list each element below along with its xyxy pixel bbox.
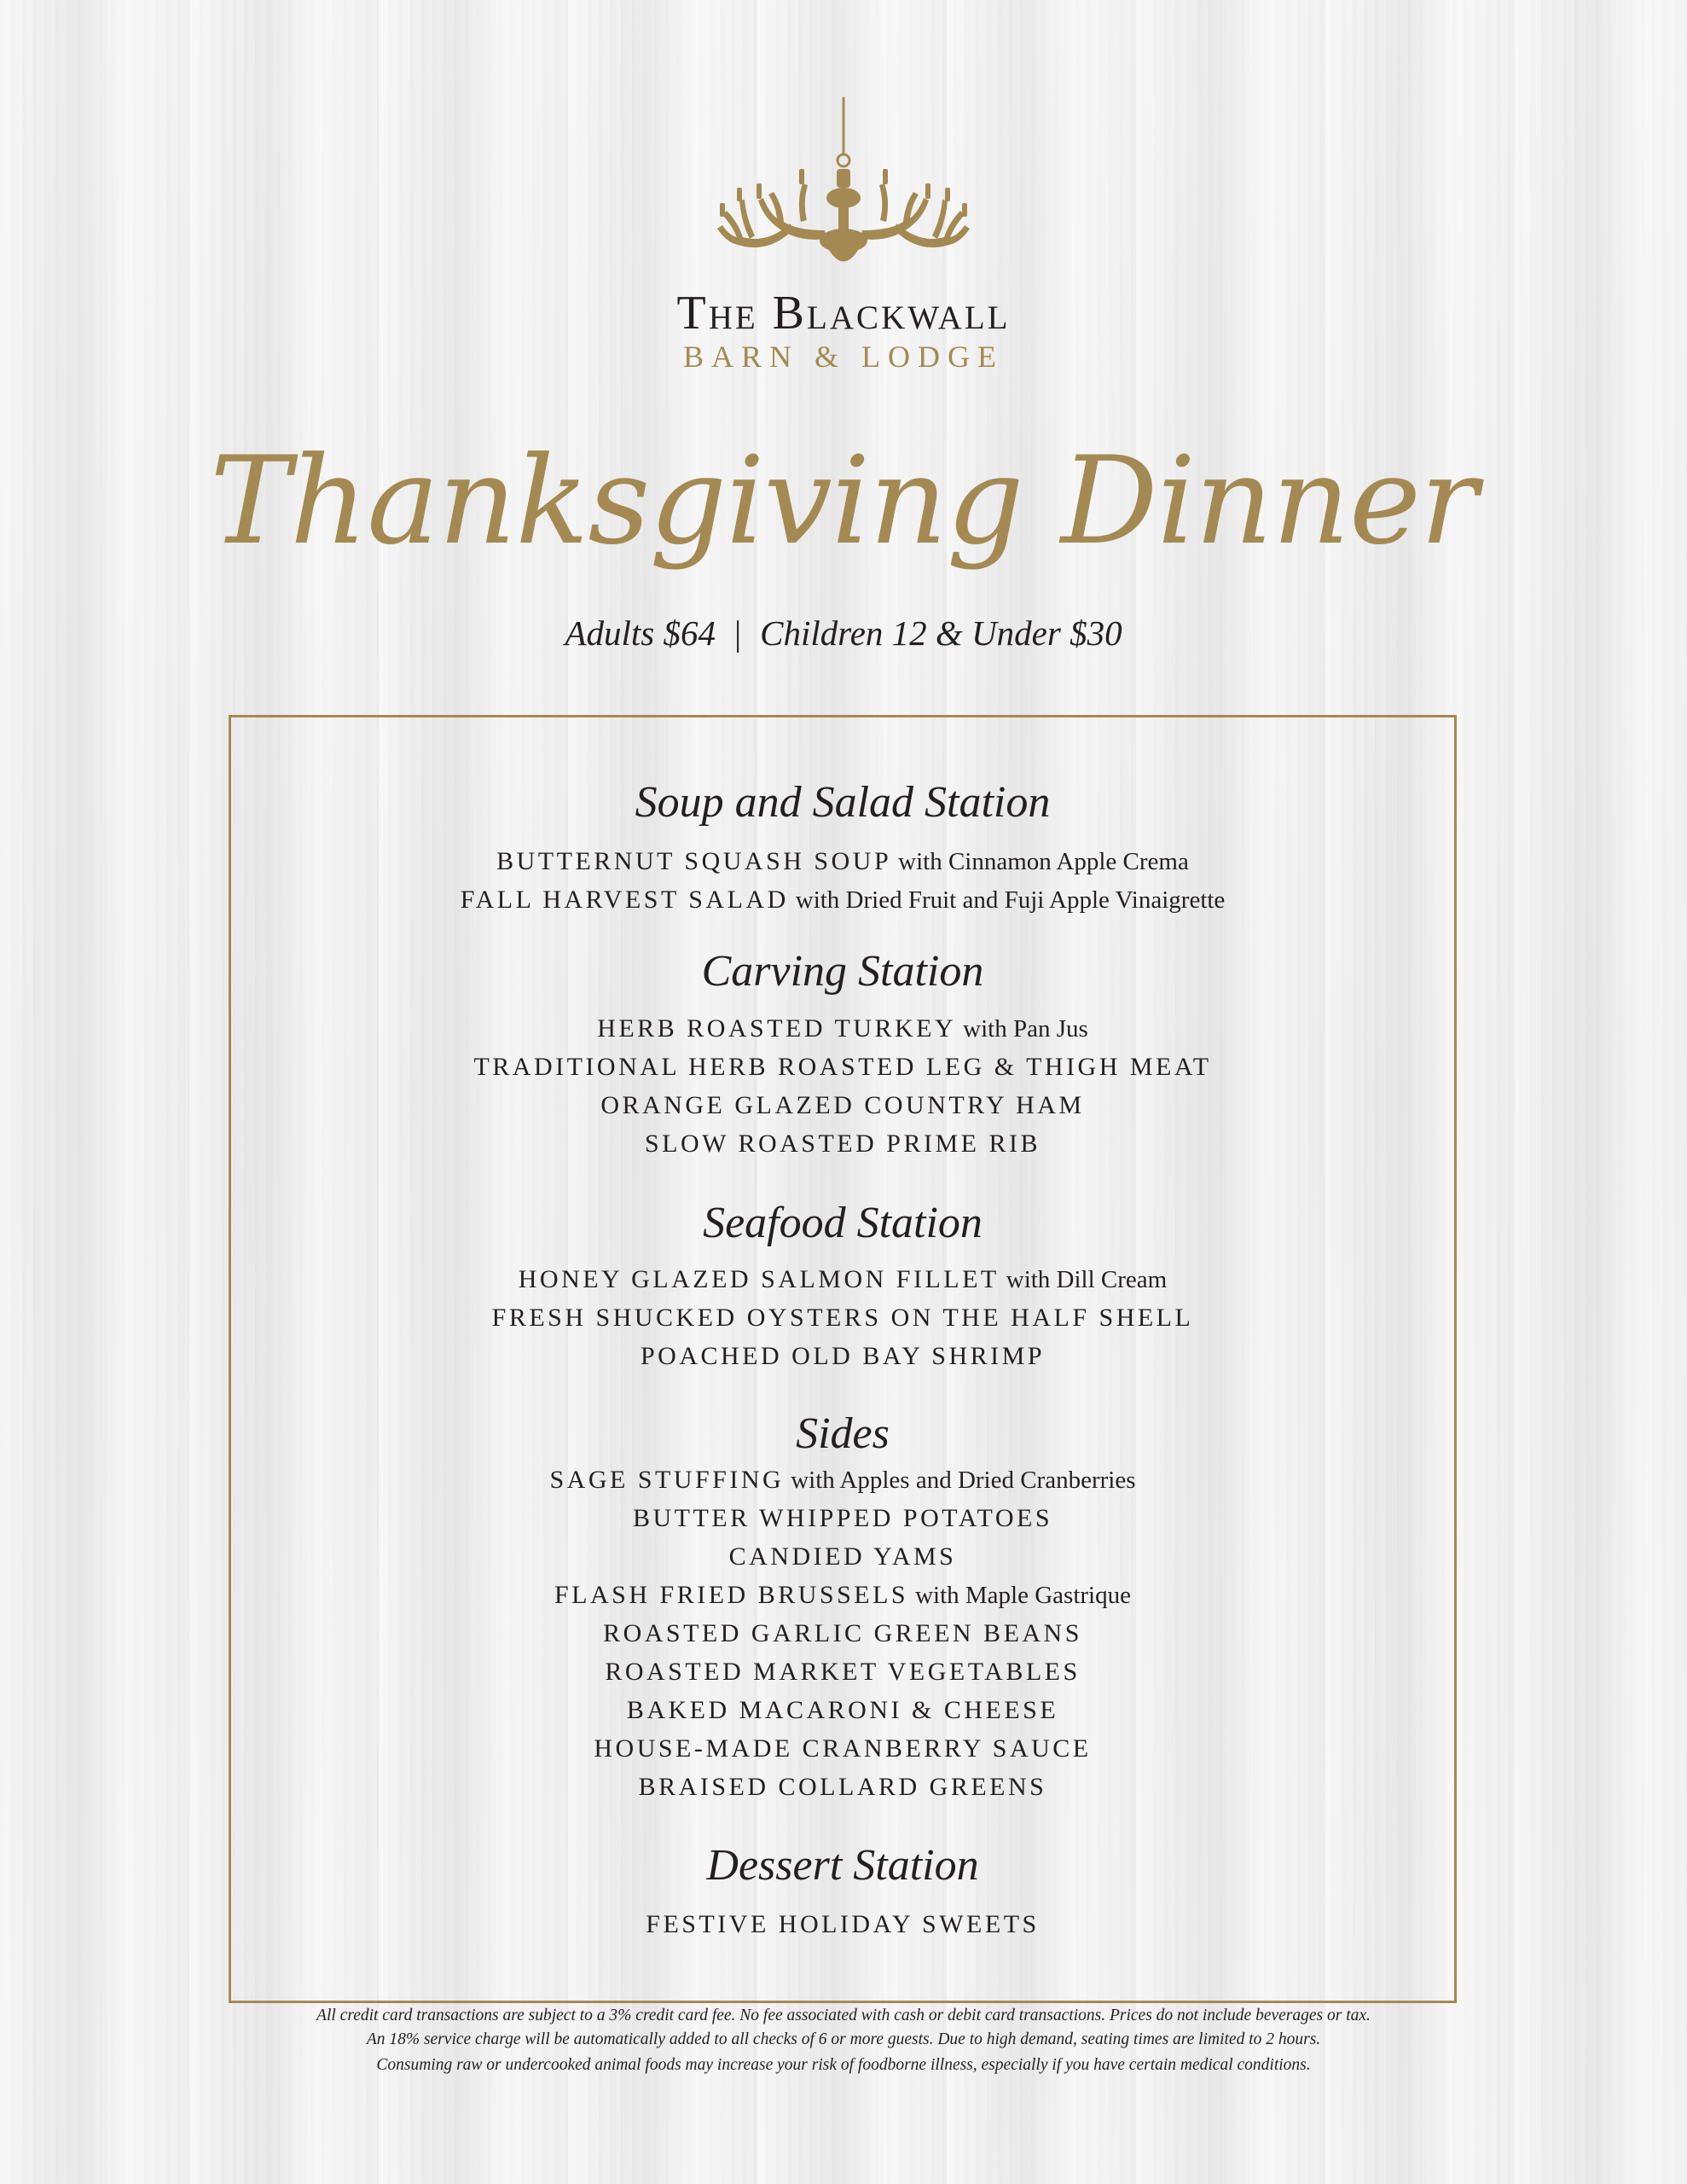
menu-item: BRAISED COLLARD GREENS <box>638 1773 1047 1801</box>
footer-note-health: Consuming raw or undercooked animal foods may increase your risk of foodborne illness, especially if you have certain medical conditions. <box>376 2056 1311 2074</box>
station-title-carving: Carving Station <box>701 947 984 996</box>
menu-item: ORANGE GLAZED COUNTRY HAM <box>600 1091 1085 1119</box>
station-title-soup-salad: Soup and Salad Station <box>635 778 1051 827</box>
logo <box>0 94 1687 282</box>
menu-item: FALL HARVEST SALAD with Dried Fruit and Fuji Apple Vinaigrette <box>460 886 1226 914</box>
adults-price: Adults $64 <box>565 613 716 653</box>
brand-name: The Blackwall <box>676 287 1011 340</box>
children-price: Children 12 & Under $30 <box>760 613 1122 653</box>
pricing <box>0 613 1687 653</box>
menu-item: ROASTED MARKET VEGETABLES <box>605 1658 1081 1686</box>
price-separator: | <box>733 613 742 653</box>
menu-frame <box>229 715 1457 2003</box>
menu-item: FLASH FRIED BRUSSELS with Maple Gastrique <box>554 1581 1131 1609</box>
menu-item: HERB ROASTED TURKEY with Pan Jus <box>597 1014 1088 1043</box>
footer-note-service: An 18% service charge will be automatically added to all checks of 6 or more guests. Due to high demand, seating times are limited to 2 hours. <box>366 2030 1321 2048</box>
menu-item: SAGE STUFFING with Apples and Dried Cranberries <box>549 1466 1136 1494</box>
brand-subtitle: BARN & LODGE <box>683 340 1004 374</box>
menu-item: TRADITIONAL HERB ROASTED LEG & THIGH MEAT <box>473 1053 1212 1081</box>
station-title-dessert: Dessert Station <box>706 1841 979 1890</box>
menu-item: BUTTER WHIPPED POTATOES <box>632 1504 1053 1532</box>
menu-item: FRESH SHUCKED OYSTERS ON THE HALF SHELL <box>491 1304 1194 1332</box>
menu-item: CANDIED YAMS <box>728 1542 957 1571</box>
station-title-seafood: Seafood Station <box>703 1199 983 1247</box>
menu-item: POACHED OLD BAY SHRIMP <box>640 1342 1046 1370</box>
footer-note-fees: All credit card transactions are subject to a 3% credit card fee. No fee associated with cash or debit card transactions. Prices do not include beverages or tax. <box>316 2007 1371 2024</box>
page-title: Thanksgiving Dinner <box>210 431 1477 572</box>
menu-item: HOUSE-MADE CRANBERRY SAUCE <box>594 1734 1092 1763</box>
menu-item: BUTTERNUT SQUASH SOUP with Cinnamon Apple Crema <box>496 847 1189 875</box>
menu-item: ROASTED GARLIC GREEN BEANS <box>603 1619 1082 1647</box>
chandelier-icon <box>690 94 997 282</box>
menu-item: SLOW ROASTED PRIME RIB <box>645 1130 1041 1158</box>
menu-item: HONEY GLAZED SALMON FILLET with Dill Cream <box>518 1265 1168 1293</box>
menu-item: BAKED MACARONI & CHEESE <box>626 1696 1059 1724</box>
menu-item: FESTIVE HOLIDAY SWEETS <box>646 1910 1040 1938</box>
station-title-sides: Sides <box>796 1409 890 1458</box>
